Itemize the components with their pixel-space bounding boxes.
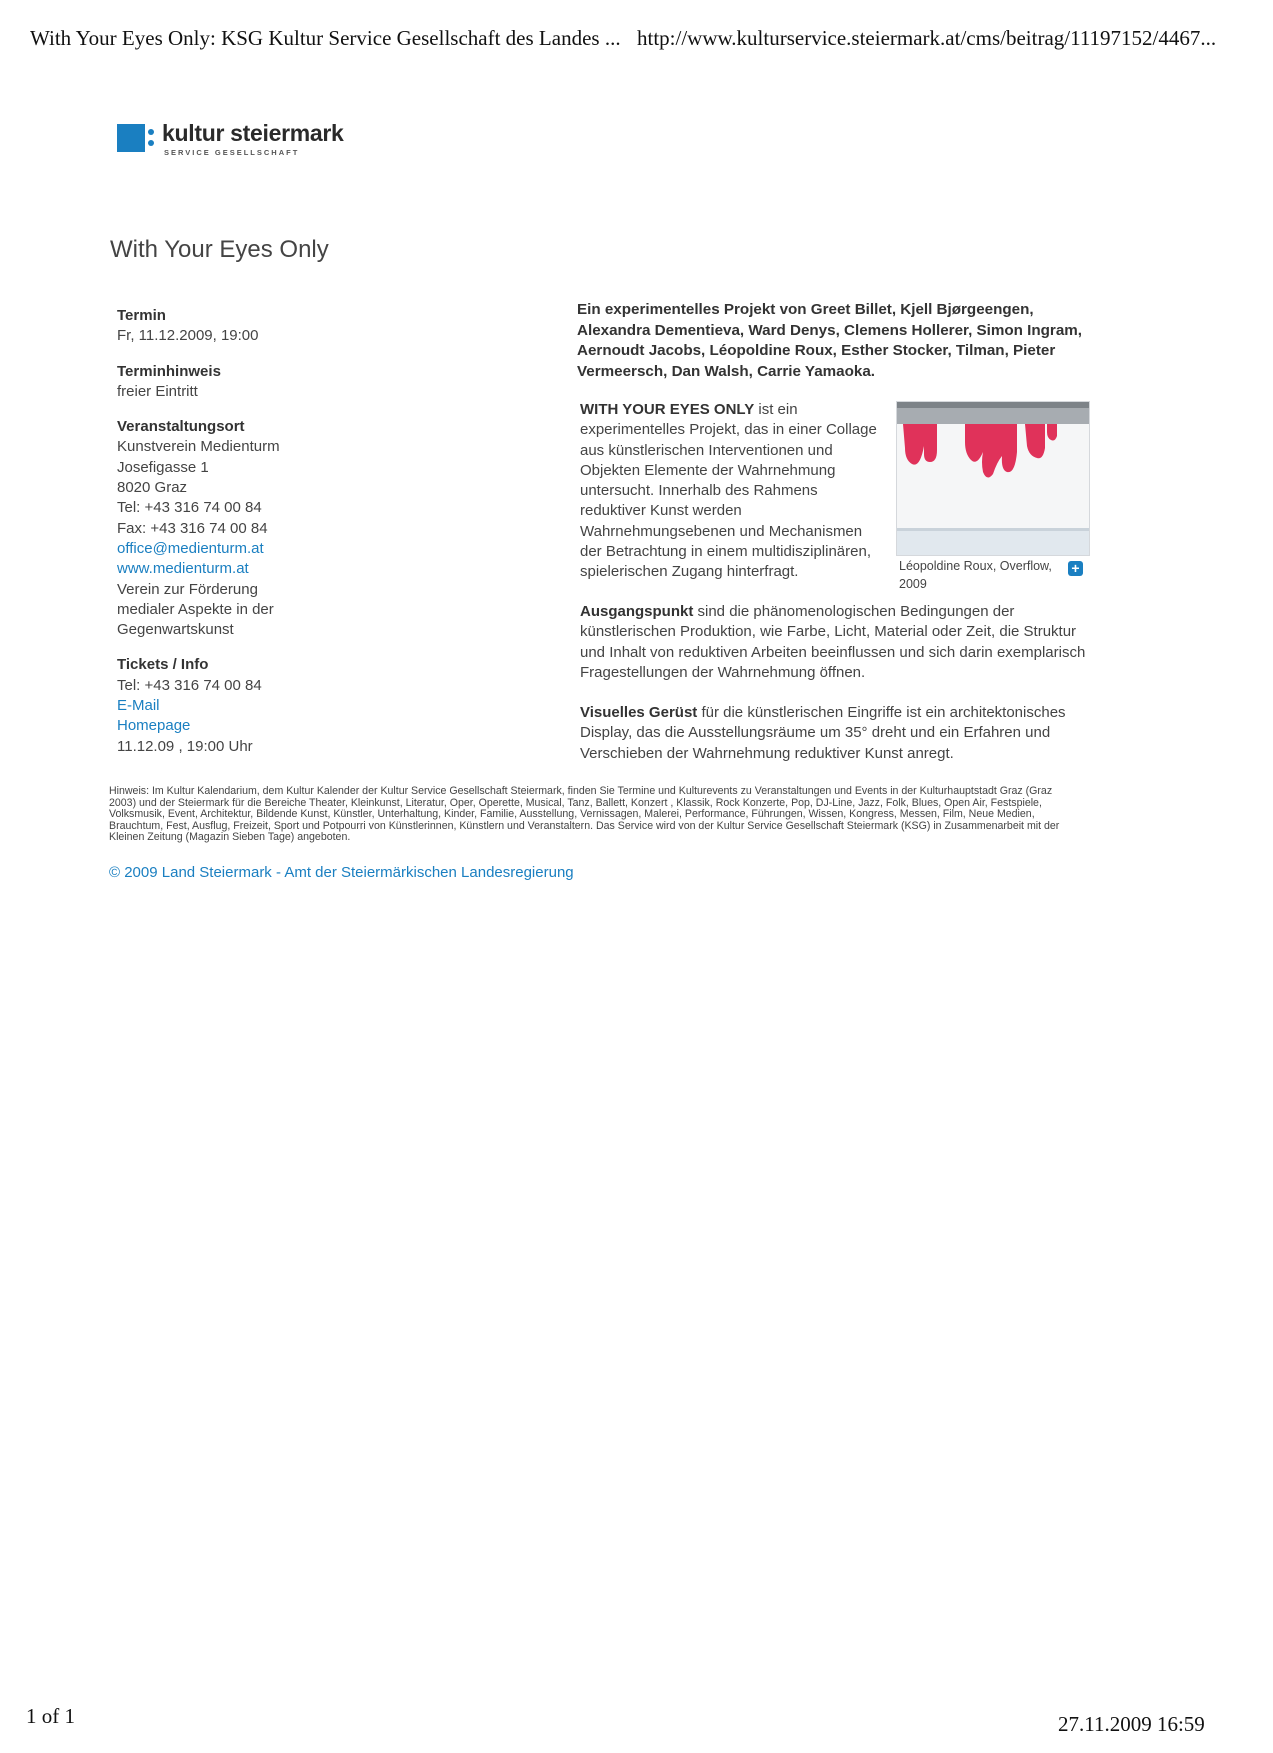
article-intro: Ein experimentelles Projekt von Greet Billet, Kjell Bjørgeengen, Alexandra Dementieva, Ward Denys, Clemens Hollerer, Simon Ingram, Aernoudt Jacobs, Léopoldine Roux, Esther Stocker, Tilman, Pieter Vermeersch, Dan Walsh, Carrie Yamaoka. (577, 301, 1083, 380)
print-header-url: http://www.kulturservice.steiermark.at/cms/beitrag/11197152/4467... (637, 26, 1217, 50)
paragraph-ausgangspunkt-text: sind die phänomenologischen Bedingungen der künstlerischen Produktion, wie Farbe, Licht, Material oder Zeit, die Struktur und Inhalt von reduktiven Arbeiten beeinflussen und sich darin exemplarisch Fragestellungen der Wahrnehmung öffnen. (580, 603, 1086, 681)
article-body (580, 400, 880, 583)
artwork-overflow-illustration (897, 402, 1089, 555)
tickets-block (117, 655, 417, 756)
print-footer-page: 1 of 1 (26, 1704, 75, 1728)
print-footer-timestamp: 27.11.2009 16:59 (1058, 1712, 1205, 1736)
event-info-sidebar (117, 306, 417, 772)
venue-website-link[interactable]: www.medienturm.at (117, 560, 249, 578)
paragraph-ausgangspunkt (580, 602, 1090, 683)
paragraph-ausgangspunkt-lead: Ausgangspunkt (580, 603, 694, 620)
page-title: With Your Eyes Only (110, 236, 329, 263)
venue-org-line-2: medialer Aspekte in der (117, 600, 274, 618)
kalendarium-note: Hinweis: Im Kultur Kalendarium, dem Kultur Kalender der Kultur Service Gesellschaft Steiermark, finden Sie Termine und Kulturevents zu Veranstaltungen und Events in der Kulturhauptstadt Graz (Graz 2003) und der Steiermark für die Bereiche Theater, Kleinkunst, Literatur, Oper, Operette, Musical, Tanz, Ballett, Konzert , Klassik, Rock Konzerte, Pop, DJ-Line, Jazz, Folk, Blues, Open Air, Festspiele, Volksmusik, Event, Architektur, Bildende Kunst, Künstler, Unterhaltung, Kinder, Familie, Ausstellung, Vernissagen, Malerei, Performance, Führungen, Wissen, Kongress, Messen, Film, Neue Medien, Brauchtum, Fest, Ausflug, Freizeit, Sport und Potpourri von Künstlerinnen, Künstlern und Veranstaltern. Das Service wird von der Kultur Service Gesellschaft Steiermark (KSG) in Zusammenarbeit mit der Kleinen Zeitung (Magazin Sieben Tage) angeboten. (109, 785, 1060, 844)
venue-email-link[interactable]: office@medienturm.at (117, 539, 264, 557)
termin-value: Fr, 11.12.2009, 19:00 (117, 327, 259, 345)
venue-org-line-1: Verein zur Förderung (117, 580, 258, 598)
venue-name: Kunstverein Medienturm (117, 438, 280, 456)
expand-image-icon[interactable]: + (1068, 561, 1083, 576)
logo-brand: kultur steiermark (162, 120, 344, 146)
veranstaltungsort-block (117, 417, 417, 640)
logo-dots-icon (148, 129, 154, 151)
tickets-homepage-link[interactable]: Homepage (117, 717, 191, 735)
venue-fax: Fax: +43 316 74 00 84 (117, 519, 268, 537)
termin-label: Termin (117, 307, 166, 324)
tickets-date: 11.12.09 , 19:00 Uhr (117, 737, 253, 755)
venue-city: 8020 Graz (117, 479, 188, 497)
tickets-tel: Tel: +43 316 74 00 84 (117, 676, 262, 694)
paragraph-visuelles-geruest-text: für die künstlerischen Eingriffe ist ein architektonisches Display, das die Ausstellungsräume um 35° dreht und ein Erfahren und Verschieben der Wahrnehmung reduktiver Kunst anregt. (580, 704, 1066, 762)
artwork-caption: Léopoldine Roux, Overflow, 2009 (899, 559, 1052, 591)
kultur-steiermark-logo[interactable] (117, 120, 357, 160)
article-body-text: ist ein experimentelles Projekt, das in einer Collage aus künstlerischen Interventionen und Objekten Elemente der Wahrnehmung untersucht. Innerhalb des Rahmens reduktiver Kunst werden Wahrnehmungsebenen und Mechanismen der Betrachtung in einem multidisziplinären, spielerischen Zugang hinterfragt. (580, 401, 877, 581)
terminhinweis-label: Terminhinweis (117, 362, 221, 380)
tickets-email-link[interactable]: E-Mail (117, 697, 160, 715)
tickets-label: Tickets / Info (117, 656, 209, 674)
venue-street: Josefigasse 1 (117, 458, 209, 476)
print-header (0, 26, 1273, 56)
print-header-title: With Your Eyes Only: KSG Kultur Service Gesellschaft des Landes ... (30, 26, 621, 50)
artwork-image[interactable] (896, 401, 1090, 556)
venue-tel: Tel: +43 316 74 00 84 (117, 499, 262, 517)
logo-square-icon (117, 124, 145, 152)
venue-org-line-3: Gegenwartskunst (117, 621, 234, 639)
terminhinweis-value: freier Eintritt (117, 382, 198, 400)
veranstaltungsort-label: Veranstaltungsort (117, 418, 245, 436)
copyright-link[interactable]: © 2009 Land Steiermark - Amt der Steiermärkischen Landesregierung (109, 864, 574, 881)
paragraph-visuelles-geruest (580, 703, 1090, 764)
terminhinweis-block (117, 362, 417, 403)
logo-subtitle: SERVICE GESELLSCHAFT (164, 148, 300, 157)
paragraph-visuelles-geruest-lead: Visuelles Gerüst (580, 704, 698, 721)
article-body-lead: WITH YOUR EYES ONLY (580, 401, 755, 418)
termin-block (117, 306, 417, 347)
